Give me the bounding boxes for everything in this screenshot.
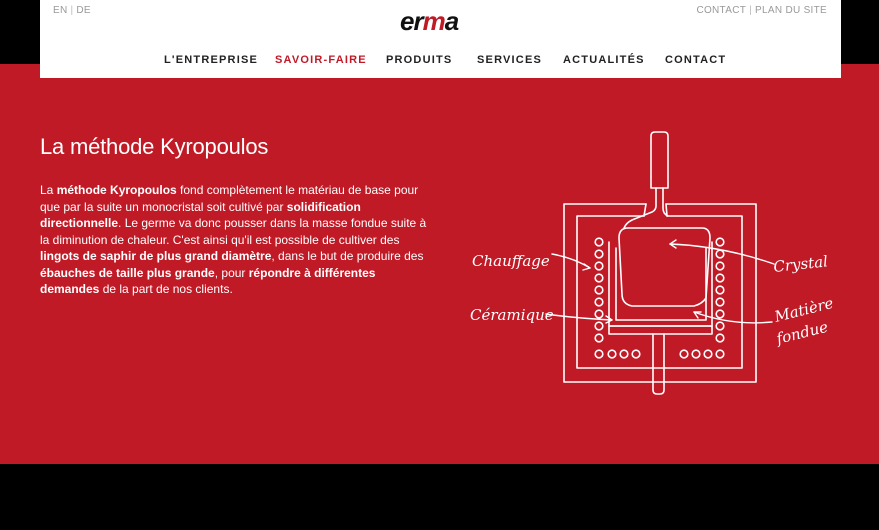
paragraph-emphasis: répondre à différentes demandes [40,265,376,296]
crucible-base [609,326,712,334]
language-switcher [53,5,91,16]
sitemap-link[interactable]: PLAN DU SITE [755,5,827,16]
intro-paragraph [40,182,435,298]
site-header [40,0,841,78]
lang-de-link[interactable]: DE [76,5,91,16]
nav-services[interactable]: SERVICES [477,54,543,66]
footer-background [0,464,879,530]
support-rod [653,334,664,394]
paragraph-emphasis: ébauches de taille plus grande [40,265,215,280]
label-ceramique: Céramique [470,306,554,324]
lang-separator: | [70,5,74,16]
label-fondue: fondue [774,317,830,348]
paragraph-text: de la part de nos clients. [99,282,233,296]
erma-logo[interactable] [400,4,480,34]
paragraph-emphasis: méthode Kyropoulos [56,183,177,197]
utility-links [696,5,827,16]
kyropoulos-diagram [462,128,842,400]
paragraph-text: . Le germe va donc pousser dans la masse fondue suite à la diminution de chaleur. C'est ainsi qu'il est possible de cultiver des [40,216,427,247]
paragraph-emphasis: solidification directionnelle [40,199,361,230]
paragraph-text: , dans le but de produire des [271,249,424,263]
heater-coils-left [595,238,640,358]
paragraph-text: fond complètement le matériau de base pour que par la suite un monocristal soit cultivé par [40,183,419,214]
paragraph-emphasis: lingots de saphir de plus grand diamètre [40,249,272,263]
seed-rod [651,132,668,188]
nav-savoir-faire[interactable]: SAVOIR-FAIRE [275,54,367,66]
furnace-outer-wall [564,204,756,382]
label-chauffage: Chauffage [472,252,550,270]
label-matiere: Matière [772,293,836,326]
nav-entreprise[interactable]: L'ENTREPRISE [164,54,259,66]
label-arrows [546,240,774,323]
heater-coils-right [680,238,724,358]
lang-en-link[interactable]: EN [53,5,68,16]
nav-actualites[interactable]: ACTUALITÉS [563,54,645,66]
contact-link[interactable]: CONTACT [696,5,747,16]
svg-text:erma: erma [400,6,459,34]
nav-contact[interactable]: CONTACT [665,54,727,66]
crystal-shape [619,228,710,306]
utility-separator: | [749,5,753,16]
paragraph-text: La [40,183,57,197]
nav-produits[interactable]: PRODUITS [386,54,453,66]
label-crystal: Crystal [772,252,829,276]
main-navigation [40,54,841,70]
page-title: La méthode Kyropoulos [40,134,269,159]
paragraph-text: , pour [214,265,249,280]
